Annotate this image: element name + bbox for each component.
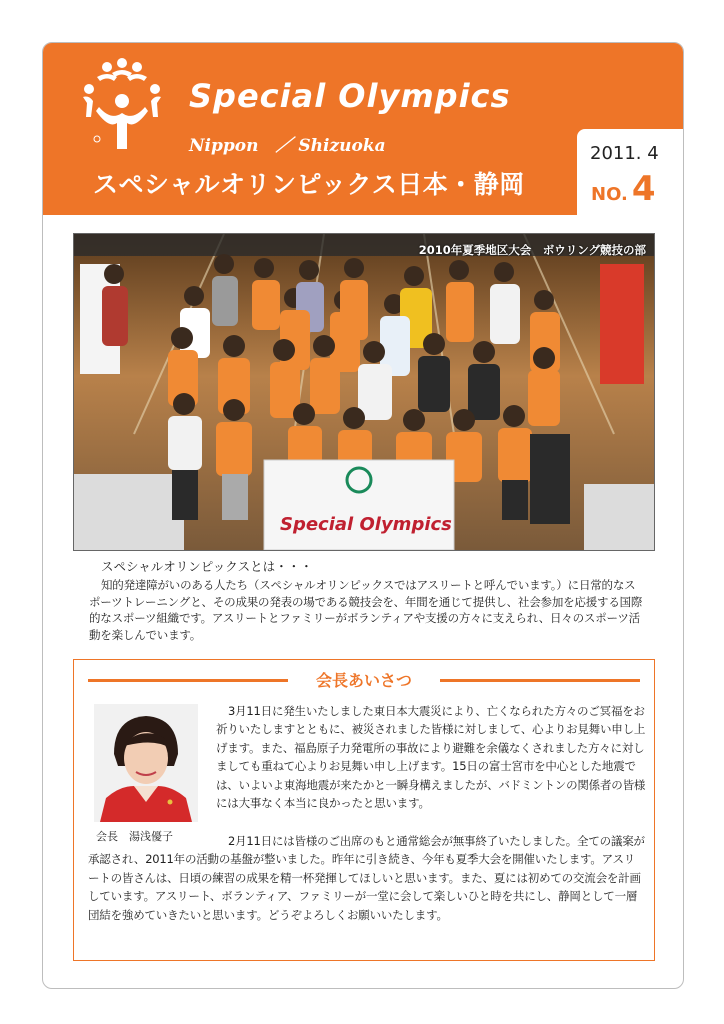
greeting-title: 会長あいさつ (315, 671, 412, 690)
president-portrait-photo (94, 704, 198, 822)
group-photo (73, 233, 655, 551)
special-olympics-logo-icon (81, 57, 163, 153)
issue-number-value: 4 (631, 169, 656, 209)
title-english: Special Olympics (189, 77, 511, 115)
president-greeting-box (73, 659, 655, 961)
issue-number-label: NO. (591, 184, 628, 205)
intro-body: 知的発達障がいのある人たち（スペシャルオリンピックスではアスリートと呼んでいます。）に日常的なスポーツトレーニングと、その成果の発表の場である競技会を、年間を通じて提供し、社会参加を応援する国際的なスポーツ組織です。アスリートとファミリーがボランティアや支援の方々に支えられ、日々のスポーツ活動を楽しんでいます。 (89, 578, 643, 642)
newsletter-page (42, 42, 684, 989)
photo-caption: 2010年夏季地区大会 ボウリング競技の部 (418, 243, 646, 257)
bowling-group-photo (74, 234, 654, 550)
title-japanese: スペシャルオリンピックス日本・静岡 (93, 170, 525, 199)
greeting-paragraph-2: 2月11日には皆様のご出席のもと通常総会が無事終了いたしました。全ての議案が承認され、2011年の活動の基盤が整いました。昨年に引き続き、今年も夏季大会を開催いたします。アスリートの皆さんは、日頃の練習の成果を精一杯発揮してほしいと思います。また、夏には初めての交流会を計画しています。アスリート、ボランティア、ファミリーが一堂に会して楽しいひと時を共にし、静岡として一層団結を強めていきたいと思います。どうぞよろしくお願いいたします。 (88, 834, 645, 922)
issue-number (591, 169, 655, 209)
intro-heading: スペシャルオリンピックスとは・・・ (101, 559, 313, 574)
subtitle-region: Nippon ／ Shizuoka (189, 136, 386, 156)
president-portrait (94, 704, 198, 822)
greeting-paragraph-1: 3月11日に発生いたしました東日本大震災により、亡くなられた方々のご冥福をお祈りいたしますとともに、被災されました皆様に対しまして、心よりお見舞い申し上げます。また、福島原子力発電所の事故により避難を余儀なくされました方々に対しましても重ねて心よりお見舞い申し上げます。15日の富士宮市を中心とした地震では、いよいよ東海地震が来たかと一瞬身構えましたが、バドミントンの関係者の皆様には大事なく本当に良かったと思います。 (216, 704, 646, 811)
portrait-caption: 会長 湯浅優子 (96, 830, 173, 843)
issue-date: 2011. 4 (590, 143, 659, 164)
banner-text: Special Olympics (280, 514, 452, 535)
